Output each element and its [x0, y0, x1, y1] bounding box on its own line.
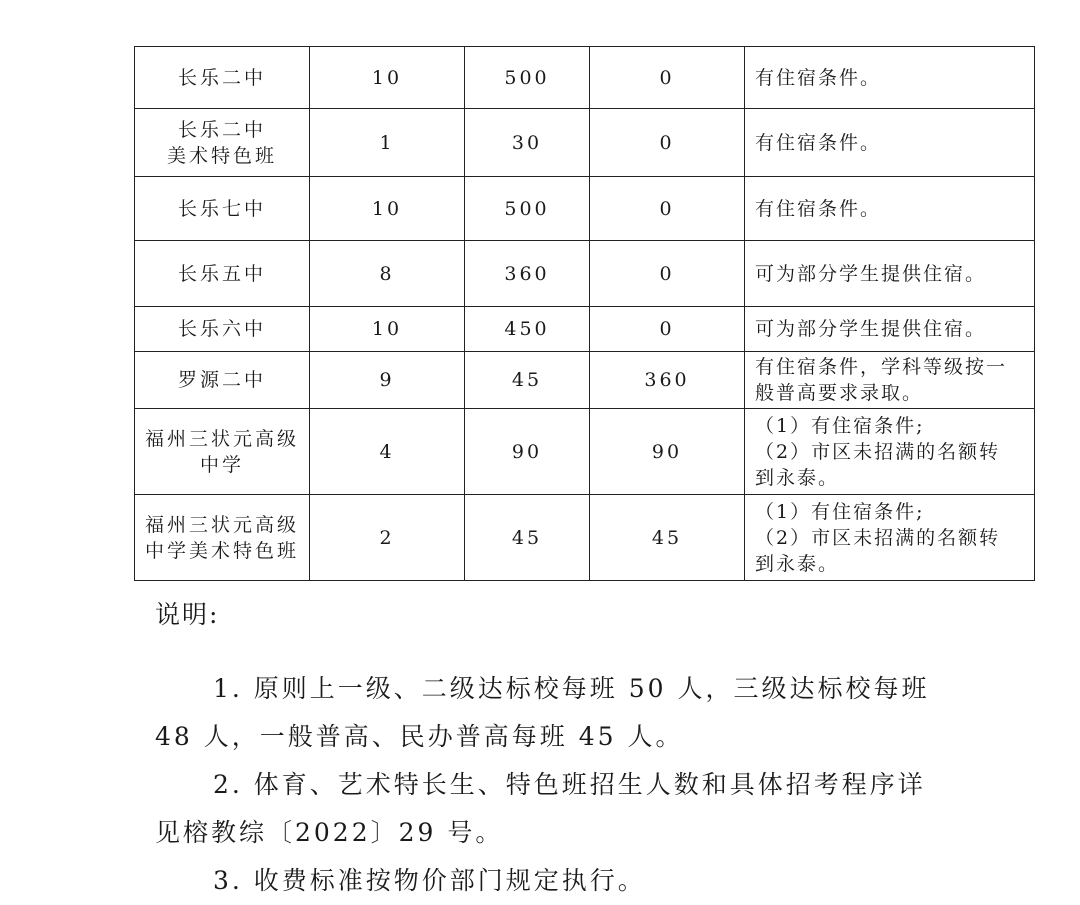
school-name-cell-line: 中学 [199, 453, 244, 476]
admission-quota-table [134, 46, 1035, 581]
remark-cell-line: 般普高要求录取。 [755, 382, 924, 404]
table-row [135, 47, 1035, 109]
class-count-cell: 8 [310, 241, 465, 307]
class-count-cell: 10 [310, 177, 465, 241]
school-name-cell [135, 109, 310, 177]
remark-cell-line: （2）市区未招满的名额转 [755, 440, 1001, 463]
school-name-cell-line: 长乐二中 [177, 66, 266, 89]
school-name-cell-line: 美术特色班 [166, 144, 277, 167]
remark-cell-line: 可为部分学生提供住宿。 [755, 262, 987, 285]
remark-cell-line: （1）有住宿条件; [755, 500, 925, 523]
school-name-cell-line: 福州三状元高级 [144, 427, 299, 450]
remark-cell [745, 47, 1035, 109]
note-line: 3. 收费标准按物价部门规定执行。 [213, 866, 646, 895]
table-row [135, 409, 1035, 495]
note-line: 见榕教综〔2022〕29 号。 [155, 818, 504, 847]
school-name-cell-line: 长乐五中 [177, 262, 266, 285]
notes-lines [155, 665, 1015, 905]
quota-cell: 500 [465, 47, 590, 109]
remark-cell [745, 109, 1035, 177]
quota-secondary-cell: 45 [590, 495, 745, 581]
class-count-cell: 2 [310, 495, 465, 581]
table-row [135, 307, 1035, 352]
notes-section [155, 595, 1015, 905]
school-name-cell [135, 177, 310, 241]
class-count-cell: 9 [310, 352, 465, 409]
remark-cell [745, 177, 1035, 241]
class-count-cell: 10 [310, 307, 465, 352]
note-line: 2. 体育、艺术特长生、特色班招生人数和具体招考程序详 [213, 770, 926, 799]
quota-cell: 90 [465, 409, 590, 495]
class-count-cell: 10 [310, 47, 465, 109]
class-count-cell: 4 [310, 409, 465, 495]
quota-cell: 30 [465, 109, 590, 177]
remark-cell [745, 241, 1035, 307]
school-name-cell-line: 长乐六中 [177, 318, 266, 340]
quota-cell: 360 [465, 241, 590, 307]
school-name-cell [135, 495, 310, 581]
quota-cell: 500 [465, 177, 590, 241]
quota-secondary-cell: 0 [590, 307, 745, 352]
remark-cell-line: 有住宿条件。 [755, 66, 882, 89]
school-name-cell [135, 241, 310, 307]
remark-cell-line: 到永泰。 [755, 552, 840, 575]
remark-cell [745, 409, 1035, 495]
remark-cell-line: 到永泰。 [755, 466, 840, 489]
school-name-cell-line: 罗源二中 [177, 369, 266, 391]
remark-cell [745, 352, 1035, 409]
school-name-cell [135, 307, 310, 352]
table-row [135, 352, 1035, 409]
table-body [135, 47, 1035, 581]
note-line: 1. 原则上一级、二级达标校每班 50 人，三级达标校每班 [213, 674, 930, 703]
quota-secondary-cell: 0 [590, 241, 745, 307]
notes-heading: 说明: [155, 600, 220, 629]
quota-secondary-cell: 90 [590, 409, 745, 495]
table-row [135, 109, 1035, 177]
quota-cell: 450 [465, 307, 590, 352]
remark-cell-line: 有住宿条件。 [755, 197, 882, 220]
class-count-cell: 1 [310, 109, 465, 177]
school-name-cell [135, 352, 310, 409]
school-name-cell-line: 长乐七中 [177, 197, 266, 220]
school-name-cell-line: 福州三状元高级 [144, 513, 299, 536]
note-line: 48 人，一般普高、民办普高每班 45 人。 [155, 722, 684, 751]
remark-cell [745, 495, 1035, 581]
remark-cell [745, 307, 1035, 352]
remark-cell-line: 有住宿条件。 [755, 131, 882, 154]
quota-secondary-cell: 0 [590, 47, 745, 109]
remark-cell-line: 可为部分学生提供住宿。 [755, 318, 987, 340]
school-name-cell [135, 47, 310, 109]
table-row [135, 241, 1035, 307]
table-row [135, 177, 1035, 241]
school-name-cell-line: 长乐二中 [177, 118, 266, 141]
table-row [135, 495, 1035, 581]
school-name-cell [135, 409, 310, 495]
quota-secondary-cell: 0 [590, 177, 745, 241]
remark-cell-line: 有住宿条件，学科等级按一 [755, 356, 1008, 378]
remark-cell-line: （1）有住宿条件; [755, 414, 925, 437]
quota-cell: 45 [465, 495, 590, 581]
quota-cell: 45 [465, 352, 590, 409]
quota-secondary-cell: 0 [590, 109, 745, 177]
remark-cell-line: （2）市区未招满的名额转 [755, 526, 1001, 549]
school-name-cell-line: 中学美术特色班 [144, 539, 299, 562]
quota-secondary-cell: 360 [590, 352, 745, 409]
